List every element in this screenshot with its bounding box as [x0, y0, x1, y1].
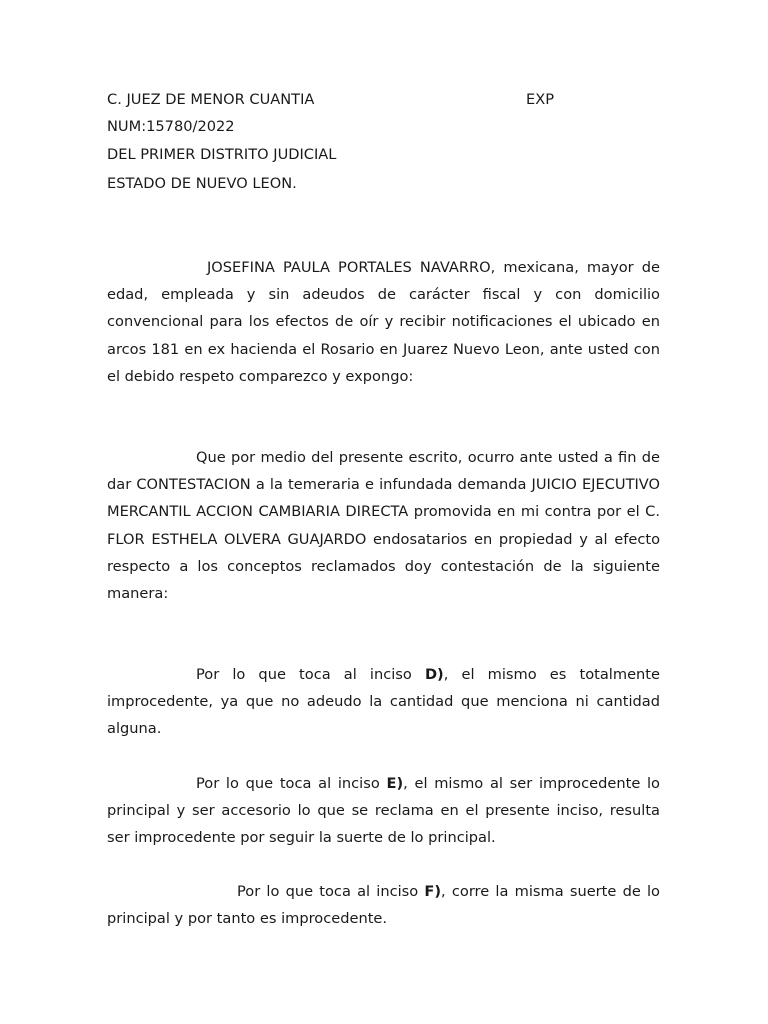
- file-number: NUM:15780/2022: [107, 118, 235, 135]
- district-line: DEL PRIMER DISTRITO JUDICIAL: [107, 146, 337, 163]
- exp-label: EXP: [526, 91, 555, 108]
- inciso-f-text: , corre la misma suerte de lo principal y por tanto es improcedente.: [107, 883, 660, 928]
- inciso-d-label: D): [424, 666, 444, 683]
- intro-paragraph: JOSEFINA PAULA PORTALES NAVARRO, mexicana, mayor de edad, empleada y sin adeudos de carácter fiscal y con domicilio convencional para los efectos de oír y recibir notificaciones el ubicado en arcos 181 en ex hacienda el Rosario en Juarez Nuevo Leon, ante usted con el debido respeto comparezco y expongo:: [107, 259, 660, 385]
- inciso-f-paragraph: [107, 878, 660, 932]
- inciso-f-label: F): [424, 883, 442, 900]
- inciso-d-lead: Por lo que toca al inciso: [196, 666, 425, 683]
- inciso-e-paragraph: [107, 770, 660, 852]
- inciso-e-text: , el mismo al ser improcedente lo principal y ser accesorio lo que se reclama en el presente inciso, resulta ser improcedente por seguir la suerte de lo principal.: [107, 775, 660, 847]
- addressee-line: C. JUEZ DE MENOR CUANTIA: [107, 91, 315, 108]
- inciso-f-lead: Por lo que toca al inciso: [237, 883, 425, 900]
- inciso-e-lead: Por lo que toca al inciso: [196, 775, 387, 792]
- state-line: ESTADO DE NUEVO LEON.: [107, 175, 297, 192]
- answer-paragraph: Que por medio del presente escrito, ocurro ante usted a fin de dar CONTESTACION a la temeraria e infundada demanda JUICIO EJECUTIVO MERCANTIL ACCION CAMBIARIA DIRECTA promovida en mi contra por el C. FLOR ESTHELA OLVERA GUAJARDO endosatarios en propiedad y al efecto respecto a los conceptos reclamados doy contestación de la siguiente manera:: [107, 449, 660, 603]
- inciso-d-text: , el mismo es totalmente improcedente, ya que no adeudo la cantidad que menciona ni cantidad alguna.: [107, 666, 661, 738]
- inciso-d-paragraph: [107, 661, 660, 743]
- inciso-e-label: E): [386, 775, 404, 792]
